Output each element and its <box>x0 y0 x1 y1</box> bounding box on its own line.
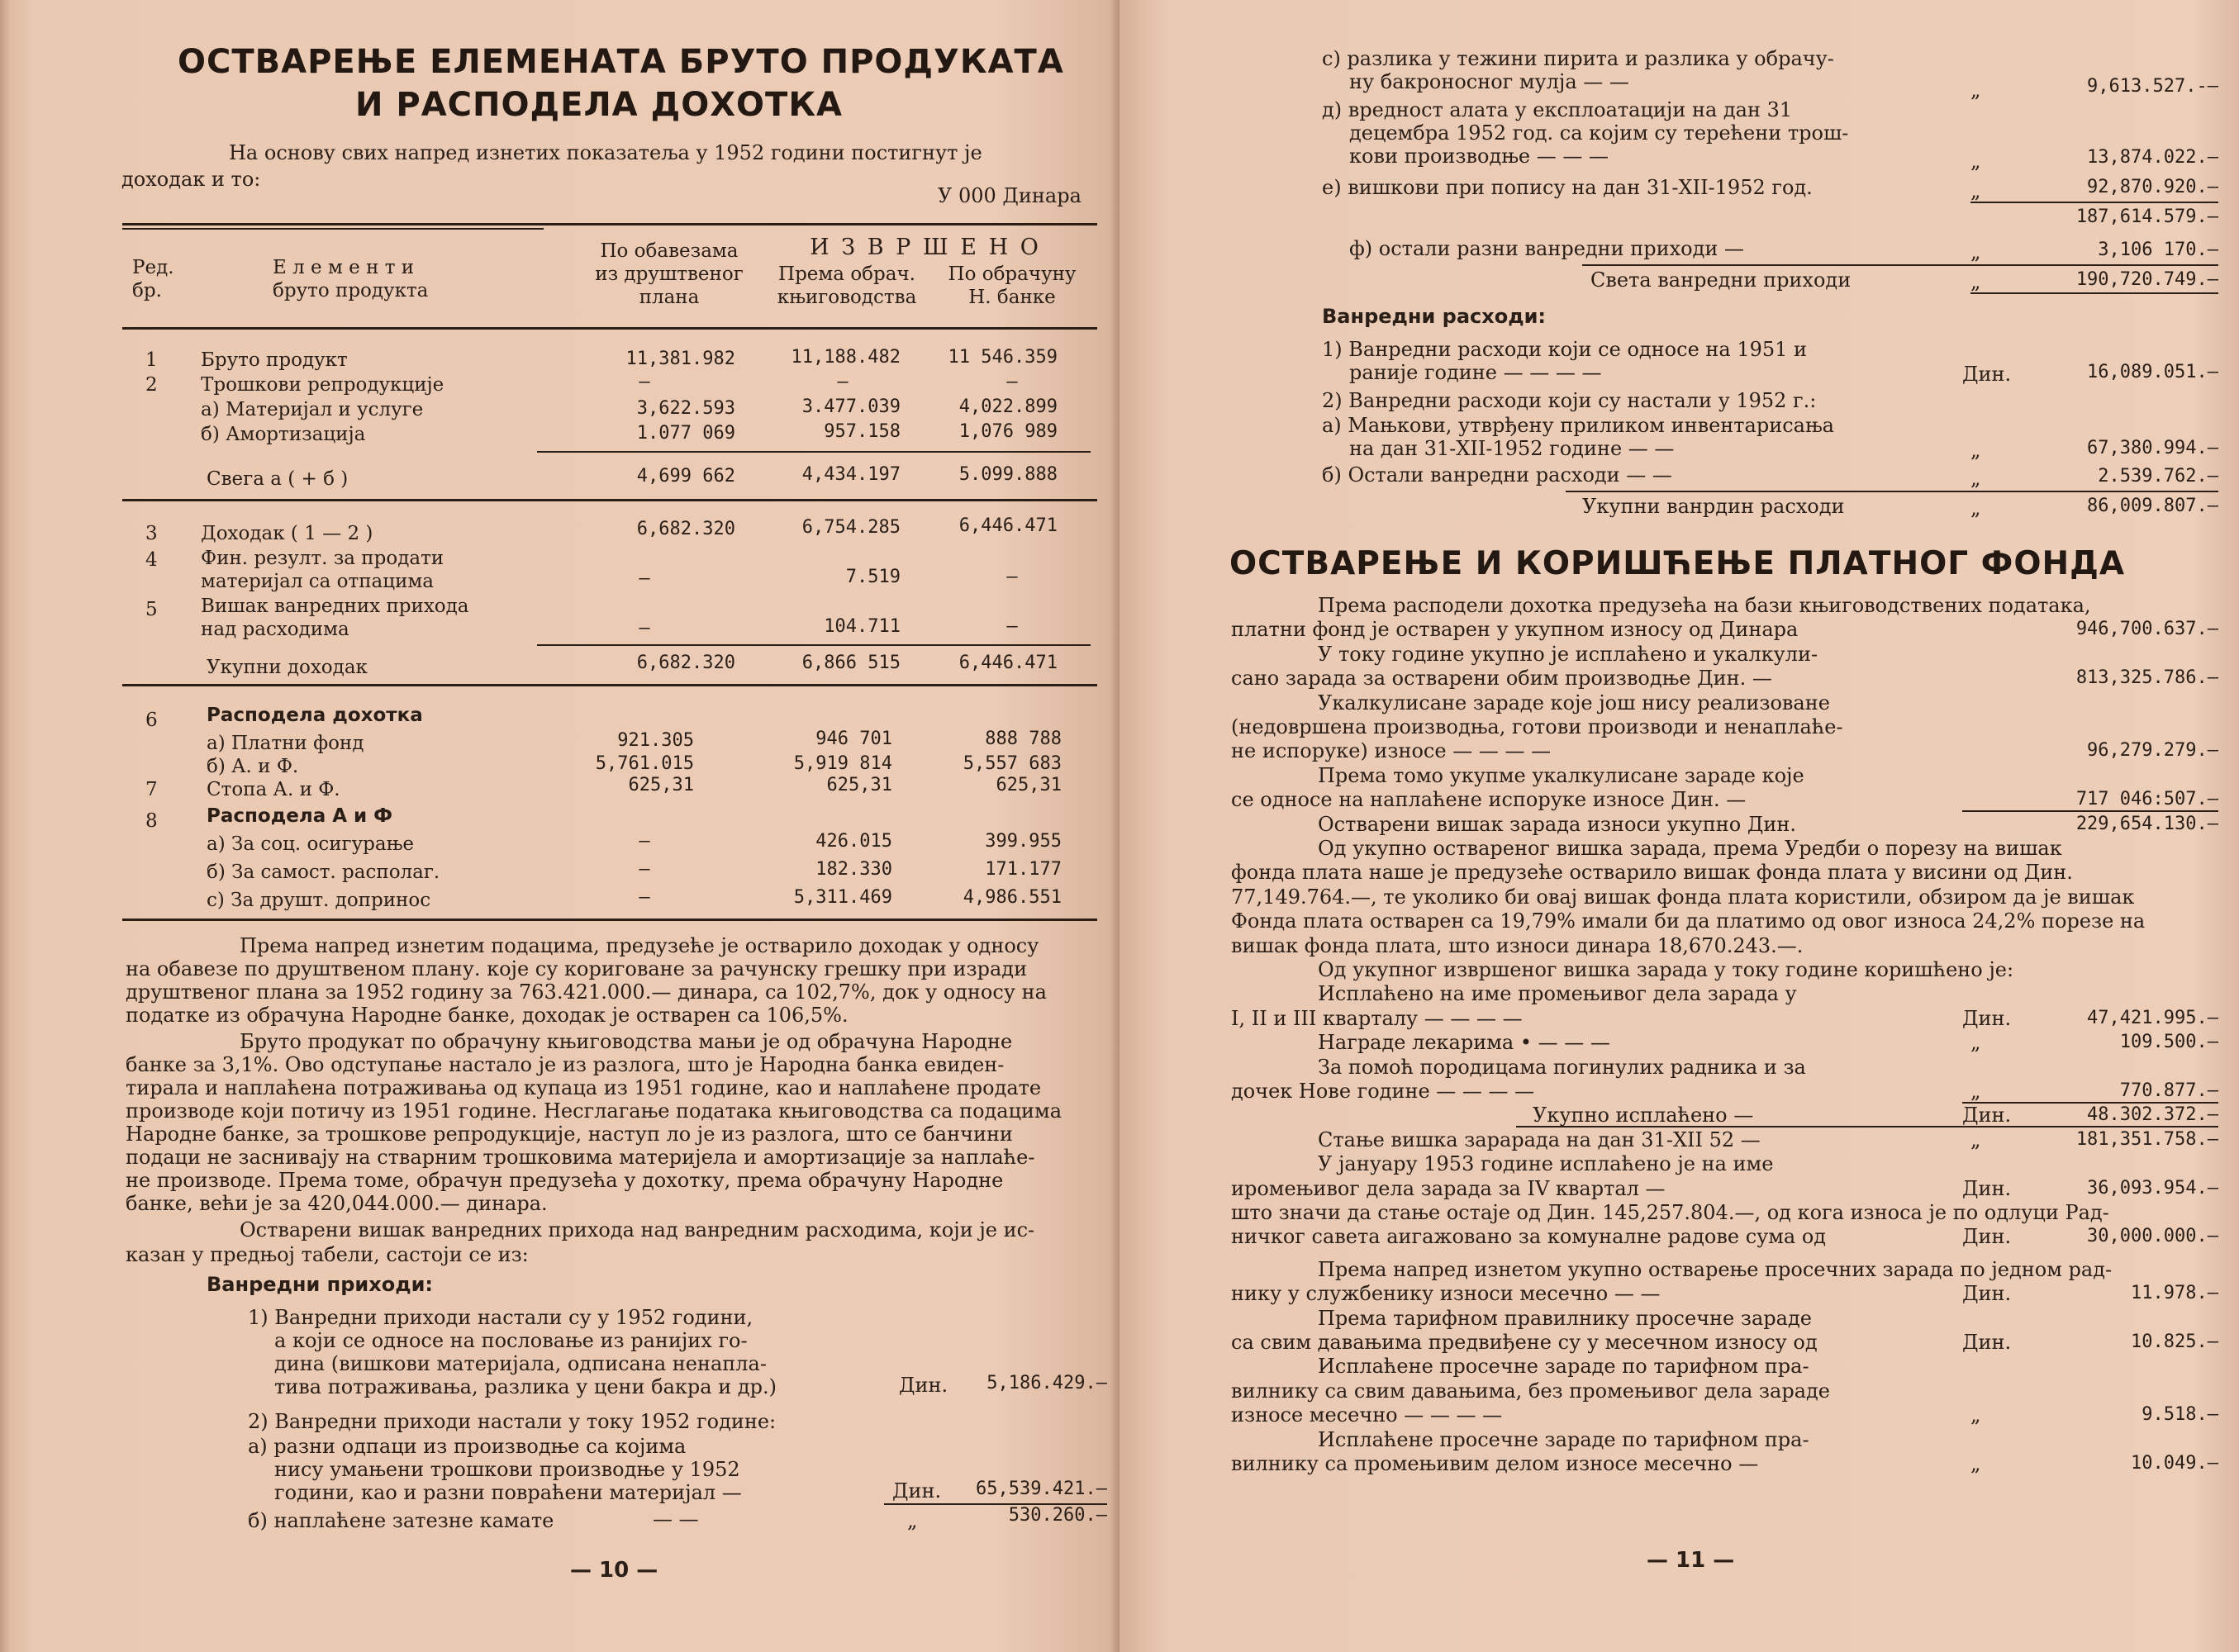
text-line: платни фонд је остварен у укупном износу од Динара <box>1231 618 1799 642</box>
row-bank: 399.955 <box>985 831 1062 852</box>
row-bank: 625,31 <box>996 775 1062 795</box>
income-heading: Ванредни приходи: <box>207 1273 434 1296</box>
amount: 30,000.000.— <box>2087 1226 2218 1247</box>
left-title-line1: ОСТВАРЕЊЕ ЕЛЕМЕНАТА БРУТО ПРОДУКАТА <box>178 43 1064 81</box>
total-income-amount: 190,720.749.— <box>2075 269 2218 290</box>
text-line: вилнику са промењивим делом износе месечно — <box>1231 1452 1759 1475</box>
total-income-label: Света ванредни приходи <box>1590 268 1852 292</box>
row-label: Фин. резулт. за продати <box>201 548 444 569</box>
text-line: Према томо укупме укалкулисане зараде које <box>1318 763 1804 787</box>
amount: 5,186.429.— <box>986 1373 1107 1393</box>
amount: 770.877.— <box>2119 1080 2218 1101</box>
expense-1-amount: 16,089.051.— <box>2087 362 2218 382</box>
text-line: друштвеног плана за 1952 годину за 763.421.000.— динара, са 102,7%, док у односу на <box>126 980 1047 1004</box>
currency-label: „ <box>1970 496 1981 520</box>
text-line: Исплаћене просечне зараде по тарифном пра- <box>1318 1355 1809 1379</box>
text-line: У току године укупно је исплаћено и укалкули- <box>1318 642 1818 666</box>
text-line: Према расподели дохотка предузећа на бази књиговодствених података, <box>1318 594 2091 617</box>
income-item-2: 2) Ванредни приходи настали у току 1952 године: <box>248 1410 777 1433</box>
amount: 48.302.372.— <box>2087 1104 2218 1126</box>
amount: 10.049.— <box>2131 1453 2218 1474</box>
row-no: 4 <box>145 549 158 571</box>
text-line: У јануару 1953 године исплаћено је на име <box>1318 1152 1774 1176</box>
text-line: иромењивог дела зарада за IV квартал — <box>1231 1176 1666 1200</box>
row-label-2: материјал са отпацима <box>201 571 434 592</box>
text-line: банке за 3,1%. Ово одступање настало је из разлога, што је Народна банка евиден- <box>126 1053 1005 1076</box>
amount: 181,351.758.— <box>2075 1128 2218 1150</box>
currency-label: Дин. <box>1962 363 2012 386</box>
expense-2b-label: б) Остали ванредни расходи — — <box>1322 463 1672 487</box>
currency-label: „ <box>1970 78 1981 102</box>
total-rule <box>1582 264 2218 266</box>
amount: 36,093.954.— <box>2087 1177 2218 1199</box>
subtotal-amount: 187,614.579.— <box>2075 206 2218 227</box>
currency-label: „ <box>1970 467 1981 490</box>
row-books: 946 701 <box>815 729 892 749</box>
row-label: Свега а ( + б ) <box>207 468 349 490</box>
expense-1-line1: 1) Ванредни расходи који се односе на 1951 и <box>1322 338 1808 361</box>
other-income-amount: 3,106 170.— <box>2098 240 2218 260</box>
expense-2-heading: 2) Ванредни расходи који су настали у 1952 г.: <box>1322 389 1817 412</box>
head-books-2: књиговодства <box>777 287 917 308</box>
text-line: б) наплаћене затезне камате <box>248 1509 554 1532</box>
row-plan: 6,682.320 <box>636 653 735 673</box>
head-elements-1: Е л е м е н т и <box>273 257 415 278</box>
text-line: дочек Нове године — — — — <box>1231 1080 1535 1103</box>
amount: 229,654.130.— <box>2075 813 2218 834</box>
text-line: Према напред изнетом укупно остварење просечних зарада по једном рад- <box>1318 1257 2113 1281</box>
right-section-title: ОСТВАРЕЊЕ И КОРИШЋЕЊЕ ПЛАТНОГ ФОНДА <box>1229 545 2126 582</box>
row-books: 104.711 <box>824 616 901 637</box>
currency-label: Дин. <box>892 1479 942 1502</box>
row-books: 625,31 <box>826 775 892 795</box>
text-line: а који се односе на пословање из ранијих го- <box>274 1329 748 1352</box>
row-label: а) За соц. осигурање <box>207 833 414 855</box>
text-line: години, као и разни повраћени материјал — <box>274 1481 742 1504</box>
text-line: се односе на наплаћене испоруке износе Дин. — <box>1231 788 1747 812</box>
amount: 717 046:507.— <box>2075 789 2218 810</box>
row-bank: 11 546.359 <box>948 347 1058 368</box>
amount: 9.518.— <box>2142 1404 2218 1426</box>
row-books: 3.477.039 <box>801 396 901 417</box>
amount: 96,279.279.— <box>2087 740 2218 762</box>
row-books: 426.015 <box>815 831 892 852</box>
head-plan-3: плана <box>639 287 700 308</box>
expenses-heading: Ванредни расходи: <box>1322 305 1547 328</box>
text-line: Од укупног извршеног вишка зарада у току године коришћено је: <box>1318 958 2014 981</box>
amount: 92,870.920.— <box>2087 177 2218 197</box>
row-bank: 4,986.551 <box>963 887 1062 908</box>
row-plan: — <box>639 618 650 638</box>
row-bank: 1,076 989 <box>958 421 1058 442</box>
text-line: дина (вишкови материјала, одписана ненапла- <box>274 1352 767 1375</box>
row-plan: 921.305 <box>617 730 694 751</box>
text-line: I, II и III кварталу — — — — <box>1231 1006 1523 1030</box>
intro-line1: На основу свих напред изнетих показатеља у 1952 години постигнут је <box>229 141 982 164</box>
table-top-rule <box>122 223 1097 225</box>
row-books: 11,188.482 <box>791 347 901 368</box>
text-line: ничког савета аигажовано за комуналне радове сума од <box>1231 1225 1827 1249</box>
dash-filler: — — <box>653 1507 699 1531</box>
text-line: Исплаћене просечне зараде по тарифном пра- <box>1318 1427 1809 1451</box>
expense-2a-amount: 67,380.994.— <box>2087 438 2218 458</box>
text-line: нику у службенику износи месечно — — <box>1231 1282 1661 1306</box>
row-plan: 6,682.320 <box>636 519 735 539</box>
currency-label: „ <box>1970 439 1981 462</box>
left-title-line2: И РАСПОДЕЛА ДОХОТКА <box>355 86 843 124</box>
currency-label: „ <box>1970 240 1981 263</box>
subtotal-rule <box>537 451 1091 453</box>
currency-label: „ <box>1970 1127 1981 1151</box>
currency-label: „ <box>1970 1452 1981 1475</box>
text-line: Према тарифном правилнику просечне зараде <box>1318 1306 1812 1330</box>
row-books: 5,311.469 <box>793 887 892 908</box>
expense-2b-amount: 2.539.762.— <box>2098 466 2218 487</box>
amount: 530.260.— <box>1008 1505 1107 1526</box>
head-plan-1: По обавезама <box>600 240 739 262</box>
text-line: кови производње — — — <box>1349 145 1609 168</box>
row-label: Вишак ванредних прихода <box>201 596 469 617</box>
text-line: Исплаћено на име промењивог дела зарада у <box>1318 982 1797 1006</box>
expense-total-amount: 86,009.807.— <box>2087 496 2218 516</box>
amount: 65,539.421.— <box>976 1479 1107 1499</box>
page-number-right: — 11 — <box>1647 1548 1735 1573</box>
head-elements-2: бруто продукта <box>273 280 429 301</box>
currency-label: „ <box>1970 1403 1981 1427</box>
currency-label: Дин. <box>1962 1006 2012 1030</box>
text-line: Награде лекарима • — — — <box>1318 1031 1610 1055</box>
row-label: Трошкови репродукције <box>201 374 444 396</box>
currency-label: Дин. <box>899 1374 948 1397</box>
text-line: За помоћ породицама погинулих радника и за <box>1318 1055 1806 1079</box>
currency-label: Дин. <box>1962 1104 2012 1127</box>
row-bank: — <box>1006 616 1018 637</box>
row-label: б) Амортизација <box>201 424 366 445</box>
row-no: 7 <box>145 779 158 800</box>
row-label: Доходак ( 1 — 2 ) <box>201 523 373 544</box>
text-line: Фонда плата остварен са 19,79% имали би да платимо од овог износа 24,2% порезе на <box>1231 909 2146 933</box>
text-line: вилнику са свим давањима, без промењивог дела зараде <box>1231 1379 1830 1403</box>
row-books: 4,434.197 <box>801 464 901 485</box>
head-bank-1: По обрачуну <box>948 263 1077 285</box>
currency-label: „ <box>1970 179 1981 202</box>
text-line: не производе. Према томе, обрачун предузећа у дохотку, према обрачуну Народне <box>126 1169 1004 1192</box>
row-no: 1 <box>145 349 158 371</box>
text-line: Народне банке, за трошкове репродукције, наступ ло је из разлога, што се банчини <box>126 1123 1013 1146</box>
head-books-1: Према обрач. <box>778 263 915 285</box>
amount: 946,700.637.— <box>2075 619 2218 640</box>
amount: 11.978.— <box>2131 1283 2218 1304</box>
row-label: Бруто продукт <box>201 349 348 371</box>
text-line: Остварени вишак зарада износи укупно Дин. <box>1318 812 1796 836</box>
row-no: 2 <box>145 374 158 396</box>
head-plan-2: из друштвеног <box>595 263 744 285</box>
row-no: 3 <box>145 523 158 544</box>
subtotal-rule <box>1970 202 2218 203</box>
row-books: 957.158 <box>824 421 901 442</box>
text-line: банке, већи је за 420,044.000.— динара. <box>126 1192 548 1215</box>
text-line: тива потраживања, разлика у цени бакра и др.) <box>274 1375 777 1398</box>
text-line: податке из обрачуна Народне банке, доходак је остварен са 106,5%. <box>126 1004 849 1027</box>
expense-2a-line1: а) Мањкови, утврђену приликом инвентарисања <box>1322 414 1834 437</box>
amount: 13,874.022.— <box>2087 147 2218 168</box>
currency-label: Дин. <box>1962 1176 2012 1200</box>
row-plan: — <box>639 859 650 880</box>
head-executed: И З В Р Ш Е Н О <box>810 235 1041 260</box>
currency-label: Дин. <box>1962 1331 2012 1354</box>
row-no: 5 <box>145 599 158 620</box>
row-books: 6,754.285 <box>801 517 901 538</box>
text-line: Бруто продукат по обрачуну књиговодства мањи је од обрачуна Народне <box>240 1030 1013 1053</box>
amount: 10.825.— <box>2131 1332 2218 1352</box>
row-plan: — <box>639 568 650 589</box>
row-label: Расподела дохотка <box>207 705 423 726</box>
row-plan: 11,381.982 <box>625 349 735 369</box>
row-no: 8 <box>145 810 158 832</box>
row-bank: 5.099.888 <box>958 464 1058 485</box>
row-no: 6 <box>145 710 158 731</box>
text-line: са свим давањима предвиђене су у месечном износу од <box>1231 1331 1818 1354</box>
row-label: Укупни доходак <box>207 657 368 678</box>
amount: 813,325.786.— <box>2075 667 2218 689</box>
row-plan: — <box>639 887 650 908</box>
text-line: Укалкулисане зараде које још нису реализоване <box>1318 691 1830 714</box>
expense-total-rule <box>1566 491 2218 492</box>
row-plan: 3,622.593 <box>636 398 735 419</box>
row-label: Расподела А и Ф <box>207 805 392 827</box>
currency-label: „ <box>907 1509 918 1532</box>
text-line: сано зарада за остварени обим производње Дин. — <box>1231 667 1772 691</box>
row-bank: 4,022.899 <box>958 396 1058 417</box>
row-books: 6,866 515 <box>801 653 901 673</box>
row-bank: 6,446.471 <box>958 653 1058 673</box>
text-line: износе месечно — — — — <box>1231 1403 1503 1427</box>
text-line: казан у предњој табели, састоји се из: <box>126 1243 529 1266</box>
row-plan: — <box>639 372 650 392</box>
row-bank: 6,446.471 <box>958 515 1058 536</box>
text-line: д) вредност алата у експлоатацији на дан 31 <box>1322 98 1793 121</box>
amount: 9,613.527.-— <box>2087 76 2218 97</box>
table-mid-rule-1 <box>122 499 1097 501</box>
text-line: Стање вишка зарарада на дан 31-XII 52 — <box>1318 1127 1761 1151</box>
head-no: Ред. бр. <box>132 257 174 301</box>
amount: 47,421.995.— <box>2087 1007 2218 1028</box>
row-plan: 5,761.015 <box>595 753 694 774</box>
currency-label: „ <box>1970 270 1981 293</box>
total-income-double-rule <box>1970 292 2218 294</box>
text-line: е) вишкови при попису на дан 31-XII-1952 год. <box>1322 176 1813 199</box>
text-line: што значи да стање остаје од Дин. 145,257.804.—, од кога износа је по одлуци Рад- <box>1231 1201 2109 1224</box>
page-number-left: — 10 — <box>570 1558 658 1583</box>
intro-line2: доходак и то: <box>121 168 261 191</box>
row-label: а) Платни фонд <box>207 733 364 754</box>
row-books: 5,919 814 <box>793 753 892 774</box>
row-label: б) А. и Ф. <box>207 756 299 777</box>
right-page <box>1120 0 2239 1652</box>
text-line: фонда плата наше је предузеће остварило вишак фонда плата у висини од Дин. <box>1231 861 2073 885</box>
total-income-rule <box>537 644 1091 646</box>
row-plan: 625,31 <box>628 775 694 795</box>
currency-label: Дин. <box>1962 1282 2012 1306</box>
row-books: 7.519 <box>845 567 901 587</box>
unit-label: У 000 Динара <box>938 184 1081 207</box>
amount-rule <box>1962 810 2218 812</box>
text-line: а) разни одпаци из производње са којима <box>248 1435 687 1458</box>
row-bank: — <box>1006 372 1018 392</box>
row-bank: 5,557 683 <box>963 753 1062 774</box>
row-books: 182.330 <box>815 859 892 880</box>
text-line: Од укупно оствареног вишка зарада, према Уредби о порезу на вишак <box>1318 837 2062 860</box>
page-edge <box>0 0 12 1652</box>
expense-1-line2: раније године — — — — <box>1349 361 1602 384</box>
text-line: Остварени вишак ванредних прихода над ванредним расходима, који је ис- <box>240 1218 1035 1241</box>
text-line: 1) Ванредни приходи настали су у 1952 години, <box>248 1306 753 1329</box>
other-income-label: ф) остали разни ванредни приходи — <box>1349 237 1745 260</box>
row-label: б) За самост. располаг. <box>207 862 440 883</box>
expense-2a-line2: на дан 31-XII-1952 године — — <box>1349 437 1675 460</box>
text-line: подаци не заснивају на стварним трошковима материјела и амортизације за наплаће- <box>126 1146 1035 1169</box>
currency-label: Дин. <box>1962 1225 2012 1249</box>
row-bank: — <box>1006 567 1018 587</box>
text-line: вишак фонда плата, што износи динара 18,670.243.—. <box>1231 933 1804 957</box>
text-line: не испоруке) износе — — — — <box>1231 739 1552 763</box>
row-label: Стопа А. и Ф. <box>207 779 340 800</box>
row-plan: 1.077 069 <box>636 423 735 444</box>
text-line: на обавезе по друштвеном плану. које су кориговане за рачунску грешку при изради <box>126 957 1028 980</box>
table-mid-rule-2 <box>122 684 1097 686</box>
table-top-rule-2 <box>122 228 544 230</box>
text-line: 77,149.764.—, те уколико би овај вишак фонда плата користили, обзиром да је вишак <box>1231 885 2135 909</box>
text-line: тирала и наплаћена потраживања од купаца из 1951 године, као и наплаћене продате <box>126 1076 1042 1099</box>
text-line: с) разлика у тежини пирита и разлика у обрачу- <box>1322 47 1834 70</box>
row-label: с) За друшт. допринос <box>207 890 431 911</box>
row-plan: 4,699 662 <box>636 466 735 487</box>
text-line: нису умањени трошкови производње у 1952 <box>274 1458 740 1481</box>
amount: 109.500.— <box>2119 1032 2218 1053</box>
currency-label: „ <box>1970 1080 1981 1103</box>
row-bank: 888 788 <box>985 729 1062 749</box>
currency-label: „ <box>1970 1031 1981 1055</box>
text-line: Према напред изнетим подацима, предузеће је остварило доходак у односу <box>240 934 1039 957</box>
row-bank: 171.177 <box>985 859 1062 880</box>
text-line: ну бакроносног мулја — — <box>1349 70 1629 93</box>
text-line: децембра 1952 год. са којим су терећени трош- <box>1349 121 1849 145</box>
currency-label: „ <box>1970 150 1981 173</box>
expense-total-label: Укупни ванрдин расходи <box>1582 495 1845 518</box>
table-head-rule <box>122 327 1097 330</box>
text-line: Укупно исплаћено — <box>1533 1104 1754 1127</box>
text-line: производе који потичу из 1951 године. Несглагање података књиговодства са подацима <box>126 1099 1062 1123</box>
row-label: а) Материјал и услуге <box>201 399 424 420</box>
text-line: (недовршена производња, готови производи и ненаплаће- <box>1231 715 1843 738</box>
row-label-2: над расходима <box>201 619 349 640</box>
row-books: — <box>837 372 849 392</box>
table-bottom-rule <box>122 919 1097 921</box>
row-plan: — <box>639 831 650 852</box>
head-bank-2: Н. банке <box>968 287 1056 308</box>
